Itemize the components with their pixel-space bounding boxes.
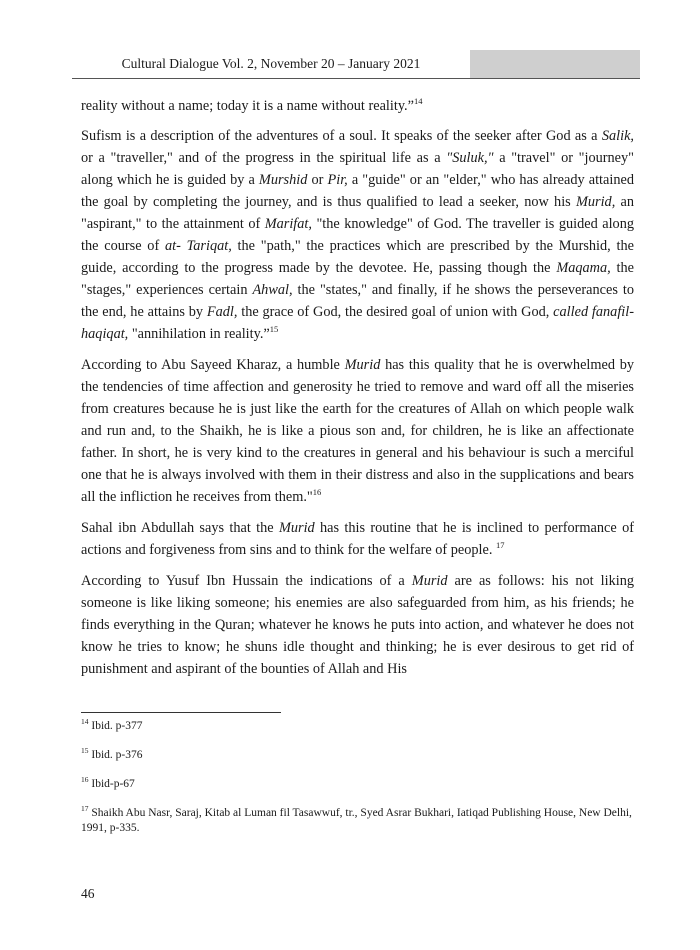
text-run: According to Abu Sayeed Kharaz, a humble <box>81 357 345 373</box>
footnote-ref: 17 <box>496 540 505 551</box>
paragraph <box>81 95 634 117</box>
footnote-text: Shaikh Abu Nasr, Saraj, Kitab al Luman fil Tasawwuf, tr., Syed Asrar Bukhari, Iatiqad Publishing House, New Delhi, 1991, p-335. <box>81 807 632 834</box>
page-number: 46 <box>81 886 95 901</box>
footnote <box>81 748 634 763</box>
text-run: has this routine that he is inclined to performance of actions and forgiveness from sins and to think for the welfare of people. <box>81 520 634 558</box>
body-text <box>81 95 634 689</box>
italic-term: called fanafil-haqiqat, <box>81 304 634 342</box>
paragraph <box>81 125 634 345</box>
footnote-text: Ibid. p-376 <box>91 749 143 761</box>
footnote-number: 17 <box>81 804 89 814</box>
footnote-ref: 16 <box>312 487 322 498</box>
text-run: the "states," and finally, if he shows the perseverances to the end, he attains by <box>81 282 634 320</box>
footnotes <box>81 719 634 850</box>
text-run: has this quality that he is overwhelmed by the tendencies of time affection and generosity he tried to remove and ward off all the miseries from creatures because he is just like the earth for the creatures of Allah on which people walk and run and, to the Shaikh, he is like a pious son and, for children, he is like an affectionate father. In short, he is very kind to the creatures in general and his behaviour is such a merciful one that he is always involved with them in their distress and also in the supplications and bears all the infliction he receives from them." <box>81 357 634 505</box>
footnote-number: 14 <box>81 717 89 727</box>
text-run: a "guide" or an "elder," who has already attained the goal by completing the journey, and is thus qualified to lead a seeker, now his <box>81 172 634 210</box>
running-title: Cultural Dialogue Vol. 2, November 20 – January 2021 <box>121 56 421 71</box>
italic-term: Murid <box>411 573 448 589</box>
text-run: "the knowledge" of God. The traveller is guided along the course of <box>81 216 634 254</box>
text-run: Sufism is a description of the adventures of a soul. It speaks of the seeker after God as a <box>81 128 602 144</box>
italic-term: Maqama, <box>556 260 611 276</box>
italic-term: Murshid <box>258 172 308 188</box>
text-run: Sahal ibn Abdullah says that the <box>81 520 279 536</box>
header-rule <box>72 78 640 79</box>
footnote-text: Ibid-p-67 <box>91 778 135 790</box>
italic-term: Fadl, <box>206 304 238 320</box>
footnote <box>81 719 634 734</box>
text-run: According to Yusuf Ibn Hussain the indications of a <box>81 573 412 589</box>
footnote-separator <box>81 712 281 713</box>
text-run: the "stages," experiences certain <box>81 260 634 298</box>
paragraph <box>81 354 634 508</box>
italic-term: Marifat, <box>264 216 312 232</box>
text-run: "annihilation in reality.” <box>128 326 270 342</box>
footnote <box>81 777 634 792</box>
text-run: the grace of God, the desired goal of union with God, <box>237 304 554 320</box>
footnote-number: 16 <box>81 775 89 785</box>
text-run: reality without a name; today it is a name without reality.” <box>81 98 414 114</box>
footnote-ref: 15 <box>269 324 279 335</box>
footnote-ref: 14 <box>413 96 423 107</box>
footnote <box>81 806 634 836</box>
text-run: the "path," the practices which are prescribed by the Murshid, the guide, according to the progress made by the devotee. He, passing though the <box>81 238 634 276</box>
italic-term: Murid, <box>575 194 616 210</box>
paragraph <box>81 517 634 561</box>
running-header <box>72 50 640 78</box>
italic-term: at- Tariqat, <box>164 238 232 254</box>
text-run: are as follows: his not liking someone is like liking someone; his enemies are also safeguarded from him, as his friends; he finds everything in the Quran; whatever he knows he puts into action, and whatever he does not know he tries to know; he shuns idle thought and thinking; he is ever desirous to get rid of punishment and aspirant of the bounties of Allah and His <box>81 573 634 677</box>
italic-term: Murid <box>278 520 315 536</box>
italic-term: Pir, <box>327 172 348 188</box>
italic-term: Murid <box>344 357 381 373</box>
italic-term: Ahwal, <box>252 282 293 298</box>
italic-term: "Suluk," <box>446 150 494 166</box>
italic-term: Salik, <box>601 128 634 144</box>
text-run: a "travel" or "journey" along which he is guided by a <box>81 150 634 188</box>
paragraph <box>81 570 634 680</box>
text-run: or a "traveller," and of the progress in the spiritual life as a <box>81 150 447 166</box>
header-shade-block <box>470 50 640 78</box>
footnote-text: Ibid. p-377 <box>91 720 143 732</box>
text-run: an "aspirant," to the attainment of <box>81 194 634 232</box>
footnote-number: 15 <box>81 746 89 756</box>
text-run: or <box>307 172 328 188</box>
